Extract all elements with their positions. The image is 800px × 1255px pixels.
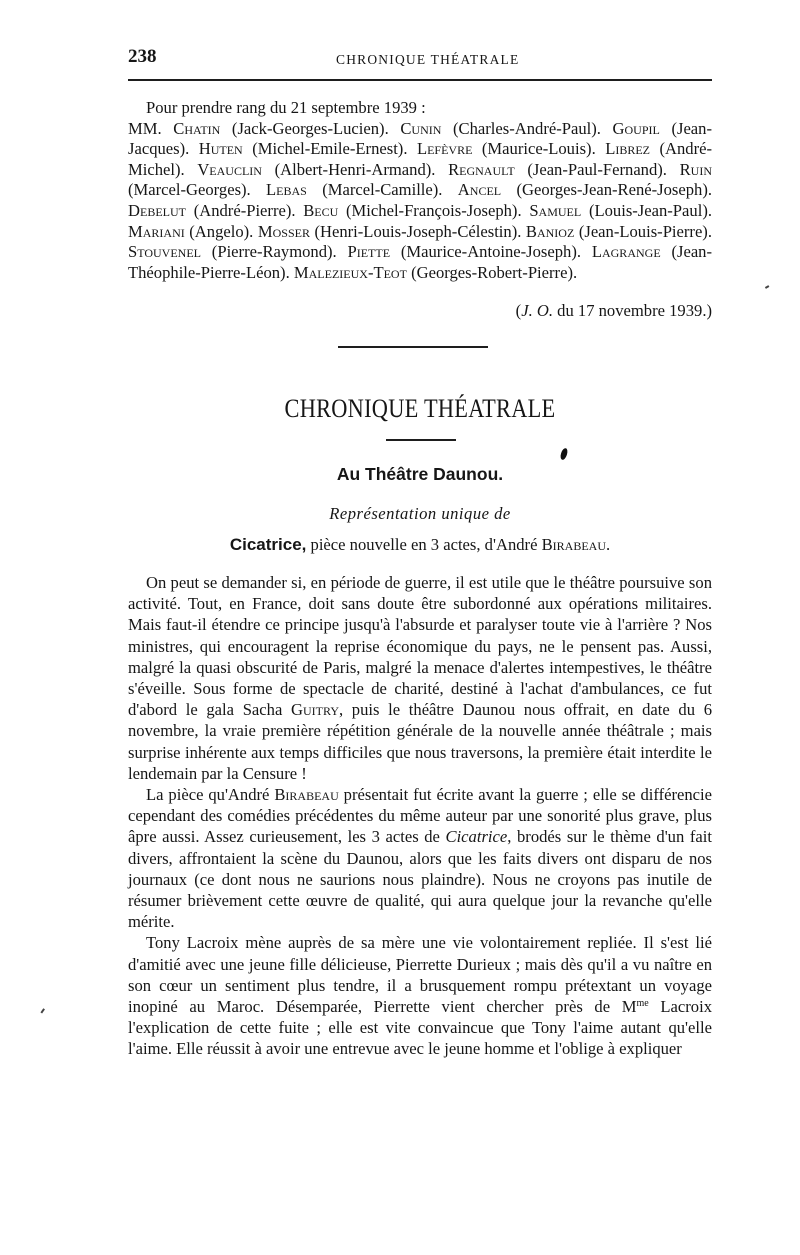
- surname: Banioz: [525, 221, 575, 241]
- given-names: (Pierre-Raymond).: [201, 242, 348, 262]
- section-title: CHRONIQUE THÉATRALE: [284, 394, 556, 423]
- given-names: (Maurice-Antoine-Joseph).: [390, 242, 592, 262]
- names-prefix: MM.: [128, 118, 174, 138]
- source-open: (: [515, 301, 522, 320]
- running-head: [128, 44, 712, 74]
- surname: Piette: [347, 242, 391, 262]
- surname: Lebas: [266, 180, 307, 200]
- scan-speck: [40, 1008, 44, 1013]
- given-names: (Marcel-Georges).: [128, 180, 267, 200]
- play-title-italic: Cicatrice: [445, 827, 508, 847]
- page-number: 238: [128, 46, 157, 67]
- notice-names: [128, 119, 712, 284]
- surname: Malezieux-Teot: [293, 262, 407, 282]
- given-names: (Jean-Louis-Pierre).: [574, 221, 712, 241]
- p1-text-b: , puis le théâtre Daunou nous offrait, en date du 6 novembre, la vraie première répétition générale de la nouvelle année théâtrale ; mais surprise inhérente aux temps difficiles que nous traversons, la première était interdite le lendemain par la Censure !: [128, 700, 712, 783]
- surname: Librez: [605, 139, 650, 159]
- surname: Lagrange: [591, 242, 661, 262]
- p2-text-b: présentait fut écrite avant la guerre ; elle se différencie cependant des comédies précédentes du même auteur par une sonorité plus grave, plus âpre aussi. Assez curieusement, les 3 actes de: [128, 785, 712, 847]
- given-names: (Jean-Théophile-Pierre-Léon).: [128, 242, 713, 282]
- review-article: [128, 572, 712, 1060]
- given-names: (Charles-André-Paul).: [441, 118, 613, 138]
- given-names: (Angelo).: [184, 221, 258, 241]
- surname: Huten: [198, 139, 243, 159]
- article-paragraph-3: [128, 932, 712, 1059]
- promotion-notice: [128, 98, 712, 283]
- running-title: CHRONIQUE THÉATRALE: [336, 52, 520, 67]
- surname: Samuel: [529, 200, 582, 220]
- scan-speck: [765, 285, 769, 288]
- notice-source: [128, 301, 712, 321]
- name-birabeau: Birabeau: [274, 785, 339, 805]
- surname: Goupil: [612, 118, 660, 138]
- venue-heading: Au Théâtre Daunou.: [336, 464, 504, 484]
- given-names: (Maurice-Louis).: [472, 139, 606, 159]
- madame-superscript: me: [636, 998, 649, 1010]
- article-paragraph-1: [128, 572, 712, 784]
- representation-line: Représentation unique de: [329, 504, 511, 523]
- article-paragraph-2: [128, 784, 712, 932]
- play-title: Cicatrice,: [229, 535, 307, 554]
- given-names: (André-Pierre).: [185, 200, 304, 220]
- play-description: pièce nouvelle en 3 actes, d'André: [306, 535, 542, 554]
- name-guitry: Guitry: [291, 700, 339, 720]
- surname: Mosser: [257, 221, 310, 241]
- surname: Debelut: [128, 200, 186, 220]
- surname: Ruin: [679, 159, 713, 179]
- p2-text-a: La pièce qu'André: [146, 785, 275, 805]
- surname: Cunin: [400, 118, 442, 138]
- surname: Mariani: [128, 221, 185, 241]
- title-rule: [386, 439, 456, 441]
- given-names: (Henri-Louis-Joseph-Célestin).: [309, 221, 526, 241]
- given-names: (Michel-François-Joseph).: [338, 200, 530, 220]
- section-divider: [338, 346, 488, 348]
- p3-text-b: Lacroix l'explication de cette fuite ; elle est vite convaincue que Tony l'aime autant qu'elle l'aime. Elle réussit à avoir une entrevue avec le jeune homme et l'oblige à expliquer: [128, 997, 712, 1059]
- given-names: (Jack-Georges-Lucien).: [220, 118, 401, 138]
- surname: Becu: [303, 200, 339, 220]
- given-names: (Jean-Jacques).: [128, 118, 712, 159]
- surname: Veauclin: [197, 159, 262, 179]
- play-author: Birabeau: [541, 535, 606, 554]
- given-names: (Michel-Emile-Ernest).: [242, 139, 417, 159]
- given-names: (Jean-Paul-Fernand).: [514, 159, 680, 179]
- p1-text-a: On peut se demander si, en période de guerre, il est utile que le théâtre poursuive son activité. Tout, en France, doit sans doute être subordonné aux opérations militaires. Mais faut-il étendre ce principe jusqu'à l'absurde et paralyser toute vie à l'arrière ? Nos ministres, qui encouragent la reprise économique du pays, ne le pensent pas. Aussi, malgré la quasi obscurité de Paris, malgré la menace d'alertes intempestives, le théâtre s'éveille. Sous forme de spectacle de charité, destiné à l'achat d'ambulances, ce fut d'abord le gala Sacha: [128, 573, 712, 720]
- play-end: .: [606, 535, 611, 554]
- header-rule: [128, 79, 712, 81]
- surname: Ancel: [457, 180, 502, 200]
- p3-text-a: Tony Lacroix mène auprès de sa mère une vie volontairement repliée. Il s'est lié d'amitié avec une jeune fille délicieuse, Pierrette Durieux ; mais dès qu'il a vu naître en son cœur un sentiment plus tendre, il a brusquement rompu prétextant un voyage inopiné au Maroc. Désemparée, Pierrette vient chercher près de M: [128, 933, 712, 1017]
- given-names: (Georges-Jean-René-Joseph).: [501, 180, 712, 200]
- notice-intro: Pour prendre rang du 21 septembre 1939 :: [146, 98, 426, 117]
- given-names: (Louis-Jean-Paul).: [581, 200, 712, 220]
- p2-text-c: , brodés sur le thème d'un fait divers, affrontaient la scène du Daunou, alors que les faits divers ont disparu de nos journaux (ce dont nous ne saurions nous plaindre). Nous ne croyons pas inutile de résumer brièvement cette œuvre de qualité, qui aura quelque jour la revanche qu'elle mérite.: [128, 827, 712, 932]
- source-journal: J. O.: [521, 301, 553, 320]
- given-names: (Marcel-Camille).: [306, 180, 458, 200]
- surname: Chatin: [173, 118, 221, 138]
- ink-blot: [559, 447, 568, 460]
- surname: Stouvenel: [128, 242, 201, 262]
- given-names: (Georges-Robert-Pierre).: [406, 262, 578, 282]
- surname: Lefèvre: [416, 139, 473, 159]
- play-line: [128, 535, 712, 555]
- given-names: (André-Michel).: [128, 139, 712, 179]
- given-names: (Albert-Henri-Armand).: [261, 159, 449, 179]
- surname: Regnault: [448, 159, 515, 179]
- source-date: du 17 novembre 1939.): [553, 301, 712, 320]
